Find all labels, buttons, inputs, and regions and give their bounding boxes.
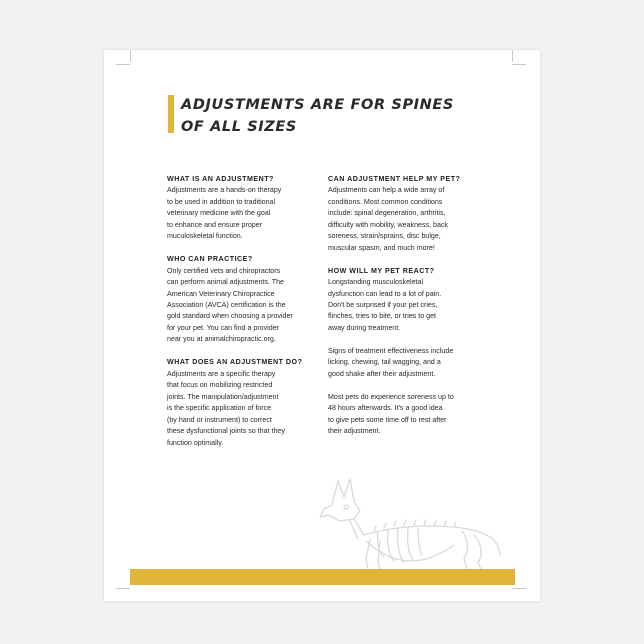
body-line: Association (AVCA) certification is the [167,301,286,310]
body-line: joints. The manipulation/adjustment [167,392,279,401]
section-what-does-adjustment-do [167,357,317,449]
crop-mark-top-left [116,64,130,65]
body-line: can perform animal adjustments. The [167,278,284,287]
body-line: is the specific application of force [167,404,272,413]
crop-mark-top-left-v [130,50,131,62]
body-line: near you at animalchiropractic.org. [167,335,276,344]
body-line: that focus on mobilizing restricted [167,381,273,390]
title-line-2: OF ALL SIZES [181,119,297,135]
body-line: to enhance and ensure proper [167,220,263,229]
section-heading: CAN ADJUSTMENT HELP MY PET? [328,175,461,183]
body-line: Only certified vets and chiropractors [167,266,281,275]
body-line: their adjustment. [328,427,381,436]
footer-accent-band [130,569,515,585]
body-line: Longstanding musculoskeletal [328,278,424,287]
body-line: (by hand or instrument) to correct [167,415,272,424]
section-can-adjustment-help [328,174,478,254]
body-line: Signs of treatment effectiveness include [328,346,454,355]
body-line: conditions. Most common conditions [328,197,443,206]
body-line: include: spinal degeneration, arthritis, [328,209,446,218]
right-column [328,174,478,438]
body-line: flinches, tries to bite, or tries to get [328,312,437,321]
body-line: gold standard when choosing a provider [167,312,293,321]
section-heading: WHO CAN PRACTICE? [167,255,253,264]
paragraph-soreness [328,392,478,438]
body-line: muculoskeletal function. [167,232,243,241]
section-how-will-pet-react [328,266,478,335]
body-line: function optimally. [167,438,224,447]
section-heading: HOW WILL MY PET REACT? [328,266,435,275]
crop-mark-top-right [512,64,526,65]
body-line: away during treatment. [328,323,401,332]
crop-mark-bottom-left [116,588,130,589]
page-title [181,94,521,138]
body-line: licking, chewing, tail wagging, and a [328,358,441,367]
body-line: dysfunction can lead to a lot of pain. [328,289,442,298]
body-line: these dysfunctional joints so that they [167,427,285,436]
body-line: difficulty with mobility, weakness, back [328,220,448,229]
body-line: veterinary medicine with the goal [167,209,271,218]
body-line: Adjustments are a specific therapy [167,369,276,378]
body-line: Most pets do experience soreness up to [328,392,454,401]
body-line: Don't be surprised if your pet cries, [328,301,438,310]
section-heading: WHAT IS AN ADJUSTMENT? [167,175,274,183]
paragraph-signs-of-effectiveness [328,346,478,380]
body-line: to be used in addition to traditional [167,197,276,206]
section-heading: WHAT DOES AN ADJUSTMENT DO? [167,358,303,367]
body-line: Adjustments can help a wide array of [328,186,445,195]
title-accent-bar [168,95,174,133]
body-line: Adjustments are a hands-on therapy [167,186,282,195]
left-column [167,174,317,449]
body-line: 48 hours afterwards. It's a good idea [328,404,443,413]
section-what-is-adjustment [167,174,317,243]
body-line: soreness, strain/sprains, disc bulge, [328,232,441,241]
crop-mark-top-right-v [512,50,513,62]
body-line: for your pet. You can find a provider [167,323,279,332]
crop-mark-bottom-right [512,588,526,589]
body-line: muscular spasm, and much more! [328,243,435,252]
body-line: to give pets some time off to rest after [328,415,447,424]
flyer-page [104,50,540,601]
body-line: American Veterinary Chiropractice [167,289,275,298]
title-line-1: ADJUSTMENTS ARE FOR SPINES [181,97,454,113]
body-line: good shake after their adjustment. [328,369,436,378]
section-who-can-practice [167,254,317,346]
